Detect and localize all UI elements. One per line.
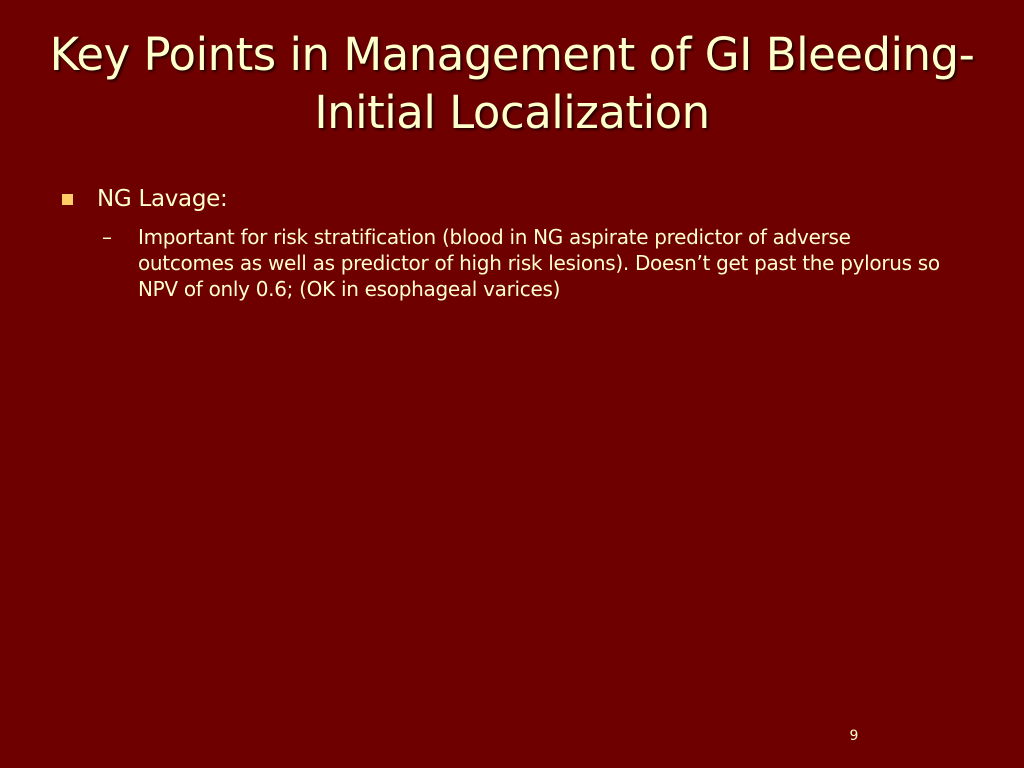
bullet-item (62, 184, 227, 214)
dash-bullet-icon: – (102, 225, 112, 249)
page-number: 9 (849, 728, 859, 744)
bullet-text: NG Lavage: (97, 186, 228, 212)
square-bullet-icon (62, 194, 73, 205)
slide-title: Key Points in Management of GI Bleeding- Initial Localization (49, 28, 975, 139)
sub-bullet-text: Important for risk stratification (blood in NG aspirate predictor of adverse outcomes as well as predictor of high risk lesions). Doesn’t get past the pylorus so NPV of only 0.6; (OK in esophageal varices) (138, 225, 940, 301)
sub-bullet-item (102, 224, 962, 302)
